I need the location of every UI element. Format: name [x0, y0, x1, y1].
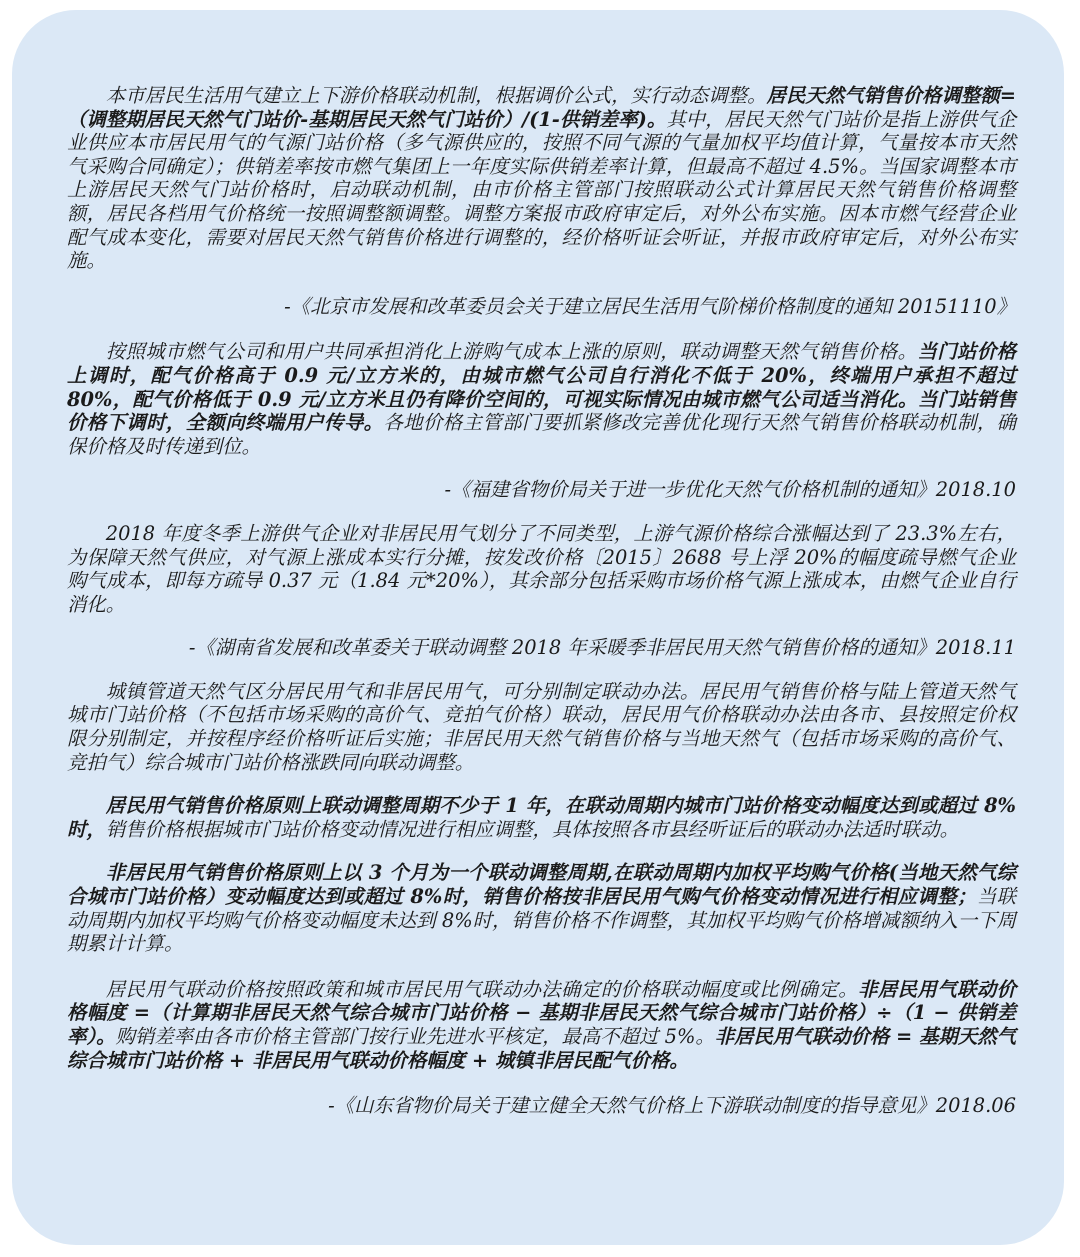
paragraph-bold-text: 居民用气销售价格原则上联动调整周期不少于 1 年，在联动周期内城市门站价格变动幅度达到或超过 8%时，	[67, 794, 1016, 841]
paragraph-shandong-residential-cycle	[67, 794, 1016, 841]
paragraph-text: 本市居民生活用气建立上下游价格联动机制，根据调价公式，实行动态调整。	[105, 84, 767, 107]
paragraph-text: 按照城市燃气公司和用户共同承担消化上游购气成本上涨的原则，联动调整天然气销售价格。	[105, 340, 918, 364]
paragraph-text: 销售价格根据城市门站价格变动情况进行相应调整，具体按照各市县经听证后的联动办法适时联动。	[105, 817, 959, 841]
paragraph-shandong-linkage	[67, 680, 1016, 774]
source-citation-beijing: -《北京市发展和改革委员会关于建立居民生活用气阶梯价格制度的通知 20151110》	[284, 294, 1016, 318]
policy-panel	[12, 10, 1064, 1245]
paragraph-bold-text: 非居民用气销售价格原则上以 3 个月为一个联动调整周期,在联动周期内加权平均购气价格(当地天然气综合城市门站价格）变动幅度达到或超过 8%时，销售价格按非居民用气购气价格变动情况进行相应调整；	[67, 861, 1016, 909]
paragraph-text: 居民用气联动价格按照政策和城市居民用气联动办法确定的价格联动幅度或比例确定。	[105, 977, 859, 1001]
paragraph-bold-text: 非居民用气联动价格幅度 =（计算期非居民天然气综合城市门站价格 − 基期非居民天然气综合城市门站价格）÷（1 − 供销差率）。	[67, 977, 1017, 1048]
paragraph-bold-text: 非居民用气联动价格 = 基期天然气综合城市门站价格 + 非居民用气联动价格幅度 + 城镇非居民配气价格。	[67, 1025, 1016, 1072]
paragraph-text: 购销差率由各市价格主管部门按行业先进水平核定，最高不超过 5%。	[115, 1025, 715, 1048]
source-citation-hunan: -《湖南省发展和改革委关于联动调整 2018 年采暖季非居民用天然气销售价格的通知》2018.11	[188, 636, 1016, 660]
paragraph-text: 2018 年度冬季上游供气企业对非居民用气划分了不同类型，上游气源价格综合涨幅达到了 23.3%左右，为保障天然气供应，对气源上涨成本实行分摊，按发改价格〔2015〕2688 号上浮 20%的幅度疏导燃气企业购气成本，即每方疏导 0.37 元（1.84 元*20%），其余部分包括采购市场价格气源上涨成本，由燃气企业自行消化。	[67, 521, 1016, 616]
paragraph-text: 其中，居民天然气门站价是指上游供气企业供应本市居民用气的气源门站价格（多气源供应的，按照不同气源的气量加权平均值计算，气量按本市天然气采购合同确定）；供销差率按市燃气集团上一年度实际供销差率计算，但最高不超过 4.5%。当国家调整本市上游居民天然气门站价格时，启动联动机制，由市价格主管部门按照联动公式计算居民天然气销售价格调整额，居民各档用气价格统一按照调整额调整。调整方案报市政府审定后，对外公布实施。因本市燃气经营企业配气成本变化，需要对居民天然气销售价格进行调整的，经价格听证会听证，并报市政府审定后，对外公布实施。	[67, 107, 1016, 273]
paragraph-beijing-policy	[67, 84, 1016, 273]
paragraph-shandong-nonresidential-cycle	[67, 861, 1016, 955]
paragraph-text: 当联动周期内加权平均购气价格变动幅度未达到 8%时，销售价格不作调整，其加权平均购气价格增减额纳入一下周期累计计算。	[67, 885, 1016, 956]
source-citation-fujian: -《福建省物价局关于进一步优化天然气价格机制的通知》2018.10	[444, 478, 1016, 502]
paragraph-text: 各地价格主管部门要抓紧修改完善优化现行天然气销售价格联动机制，确保价格及时传递到位。	[67, 411, 1017, 458]
paragraph-hunan-policy	[67, 522, 1016, 616]
paragraph-shandong-formula	[67, 978, 1016, 1072]
paragraph-bold-text: 居民天然气销售价格调整额=（调整期居民天然气门站价-基期居民天然气门站价）/(1-供销差率)。	[67, 84, 1016, 131]
paragraph-bold-text: 当门站价格上调时，配气价格高于 0.9 元/立方米的，由城市燃气公司自行消化不低于 20%，终端用户承担不超过 80%，配气价格低于 0.9 元/立方米且仍有降价空间的，可视实际情况由城市燃气公司适当消化。当门站销售价格下调时，全额向终端用户传导。	[67, 340, 1017, 435]
paragraph-fujian-policy	[67, 340, 1016, 458]
paragraph-text: 城镇管道天然气区分居民用气和非居民用气，可分别制定联动办法。居民用气销售价格与陆上管道天然气城市门站价格（不包括市场采购的高价气、竞拍气价格）联动，居民用气价格联动办法由各市、县按照定价权限分别制定，并按程序经价格听证后实施；非居民用天然气销售价格与当地天然气（包括市场采购的高价气、竞拍气）综合城市门站价格涨跌同向联动调整。	[67, 679, 1016, 774]
source-citation-shandong: -《山东省物价局关于建立健全天然气价格上下游联动制度的指导意见》2018.06	[328, 1094, 1016, 1118]
